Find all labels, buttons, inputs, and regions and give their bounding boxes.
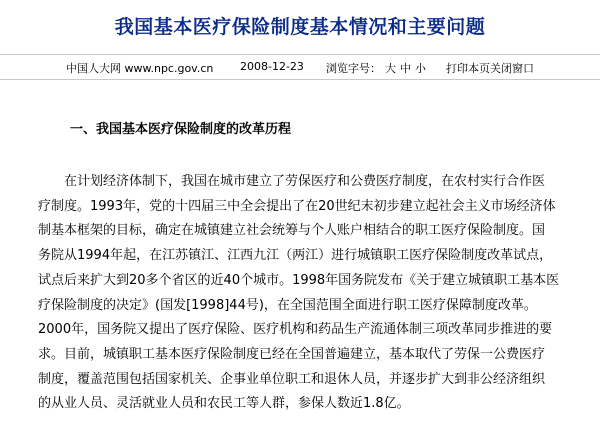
body-line: 2000年，国务院又提出了医疗保险、医疗机构和药品生产流通体制三项改革同步推进的要 — [38, 322, 553, 338]
print-page-link[interactable]: 打印本页 — [446, 62, 490, 75]
body-line: 疗制度。1993年，党的十四届三中全会提出了在20世纪末初步建立起社会主义市场经济体 — [38, 198, 556, 214]
body-line: 求。目前，城镇职工基本医疗保险制度已经在全国普遍建立，基本取代了劳保一公费医疗 — [38, 346, 546, 362]
font-size-medium-link[interactable]: 中 — [400, 62, 411, 75]
page-title: 我国基本医疗保险制度基本情况和主要问题 — [114, 16, 486, 38]
body-line: 疗保险制度的决定》(国发[1998]44号)，在全国范围全面进行职工医疗保障制度改革。 — [38, 297, 537, 313]
font-size-small-link[interactable]: 小 — [415, 62, 426, 75]
body-line: 的从业人员、灵活就业人员和农民工等人群，参保人数近1.8亿。 — [38, 396, 410, 412]
info-bar — [0, 54, 600, 80]
font-size-large-link[interactable]: 大 — [385, 62, 396, 75]
font-size-selector — [326, 60, 426, 76]
publish-date: 2008-12-23 — [240, 60, 304, 73]
body-line: 在计划经济体制下，我国在城市建立了劳保医疗和公费医疗制度，在农村实行合作医 — [64, 174, 546, 189]
body-line: 务院从1994年起，在江苏镇江、江西九江（两江）进行城镇职工医疗保险制度改革试点， — [38, 248, 553, 264]
body-line: 制基本框架的目标，确定在城镇建立社会统筹与个人账户相结合的职工医疗保险制度。国 — [38, 223, 546, 239]
body-line: 制度，覆盖范围包括国家机关、企事业单位职工和退休人员，并逐步扩大到非公经济组织 — [38, 371, 546, 387]
font-size-label: 浏览字号： — [326, 62, 381, 75]
article-body — [38, 170, 586, 417]
body-line: 试点后来扩大到20多个省区的近40个城市。1998年国务院发布《关于建立城镇职工基本医 — [38, 272, 560, 288]
site-name: 中国人大网 www.npc.gov.cn — [66, 62, 214, 75]
section-heading: 一、我国基本医疗保险制度的改革历程 — [70, 122, 292, 137]
close-window-link[interactable]: 关闭窗口 — [490, 62, 534, 75]
